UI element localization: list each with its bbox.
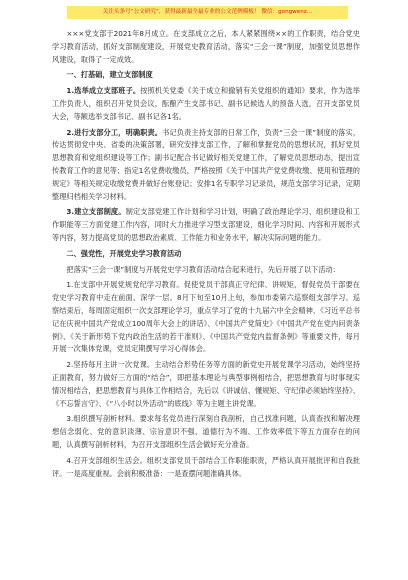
section-heading: 二、强党性，开展党史学习教育活动: [66, 248, 182, 258]
paragraph: [52, 359, 360, 410]
paragraph: [52, 455, 360, 481]
paragraph-lead: 3.建立支部制度。: [66, 207, 126, 217]
paragraph: [52, 28, 360, 66]
paragraph: [52, 206, 360, 244]
paragraph-text: 书记负责主持支部的日常工作，负责“三会一课”制度的落实，传达贯彻党中央、省委的决策部署，研究安排支部工作，了解和掌握党员的思想状况，抓好党员思想教育和党组织建设等工作；副书记配合书记做好相关党建工作，了解党员思想动态，提出宣传教育工作的意见等；指定1名党费收缴员，严格按照《关于中国共产党党费收缴、使用和管理的规定》等相关规定收缴党费并做好台账登记；安排1名专职学习记录员，规范支部学习记录，定期整理归档相关学习材料。: [52, 127, 361, 201]
paragraph-lead: 2.进行支部分工，明确职责。: [66, 127, 163, 137]
document-body: [52, 28, 360, 483]
section-heading: 一、打基础，建立支部制度: [66, 70, 153, 80]
paragraph-text: 制定支部党建工作计划和学习计划，明确了政治理论学习、组织建设和工作职能等三方面党建工作内容，同时大力推进学习型支部建设，细化学习时间、内容和开展形式等内容，努力提高党员的思想政治素质、工作能力和业务水平，解决实际问题的能力。: [52, 207, 360, 242]
paragraph: [52, 279, 360, 356]
paragraph-text: 按照机关党委《关于成立和撤销有关党组织的通知》要求，作为选举工作负责人，组织召开党员会议，酝酿产生支部书记、副书记候选人的预备人选，召开支部党员大会，等额选举支部书记、副书记各1名。: [52, 86, 360, 121]
paragraph: [52, 85, 360, 123]
promo-banner[interactable]: 关注头条号“公文研究”，获得最新最全最专业的公文范例模板！ 微信：gongwenz…: [67, 6, 348, 19]
paragraph-lead: 1.选举成立支部班子。: [66, 86, 141, 96]
paragraph: [52, 264, 360, 277]
paragraph: [52, 413, 360, 451]
paragraph-text: 4.召开支部组织生活会。组织支部党员干部结合工作职能职责，严格认真开展批评和自我批评。一是高度重视。会前积极准备：一是查摆问题准确具体。: [52, 455, 360, 478]
paragraph-text: 把落实“三会一课”制度与开展党史学习教育活动结合起来进行，先后开展了以下活动：: [66, 264, 340, 274]
paragraph: [52, 127, 360, 204]
paragraph-text: 2.坚持每月主讲一次党课。主动结合形势任务等方面的新党史开展党课学习活动，始终坚持正面教育，努力做好三方面的“结合”，即把基本理论与典型事例相结合，把思想教育与时事现实情况相结合，把思想教育与具体工作相结合，先后以《讲诚信、懂规矩、守纪律必须始终坚持》、《不忘誓言守》、《“八小时以外活动”的底线》等为主题主讲党课。: [52, 360, 360, 408]
paragraph-text: 1.在支部中开展党规党纪学习教育。促使党员干部真正守纪律、讲规矩，督促党员干部要在党史学习教育中走在前面、深学一层。8月下旬至10月上旬，参加市委第六巡察组支部学习。巡察结束后，每周固定组织一次支部理论学习，重点学习了党的十九届六中全会精神、《习近平总书记在庆祝中国共产党成立100周年大会上的讲话》、《中国共产党简史》《中国共产党在党内问责条例》、《关于新形势下党内政治生活的若干准则》、《中国共产党党内监督条例》等重要文件，每月开展一次集体党课，党员定期撰写学习心得体会。: [52, 280, 360, 354]
paragraph-text: ×××党支部于2021年8月成立。在支部成立之后，本人紧紧围绕××的工作职责，结合党史学习教育活动，抓好支部制度建设，开展党史教育活动，落实“三会一课”制度，加强党员思想作风建设，取得了一定成效。: [52, 29, 360, 64]
paragraph-text: 3.组织撰写剖析材料。要求每名党员进行深刻自我剖析，自己找准问题，认真查找和解决理想信念弱化、党的意识淡薄、宗旨意识不强、道德行为不端、工作效率低下等五方面存在的问题，认真撰写剖析材料，为召开支部组织生活会做好充分准备。: [52, 414, 360, 449]
